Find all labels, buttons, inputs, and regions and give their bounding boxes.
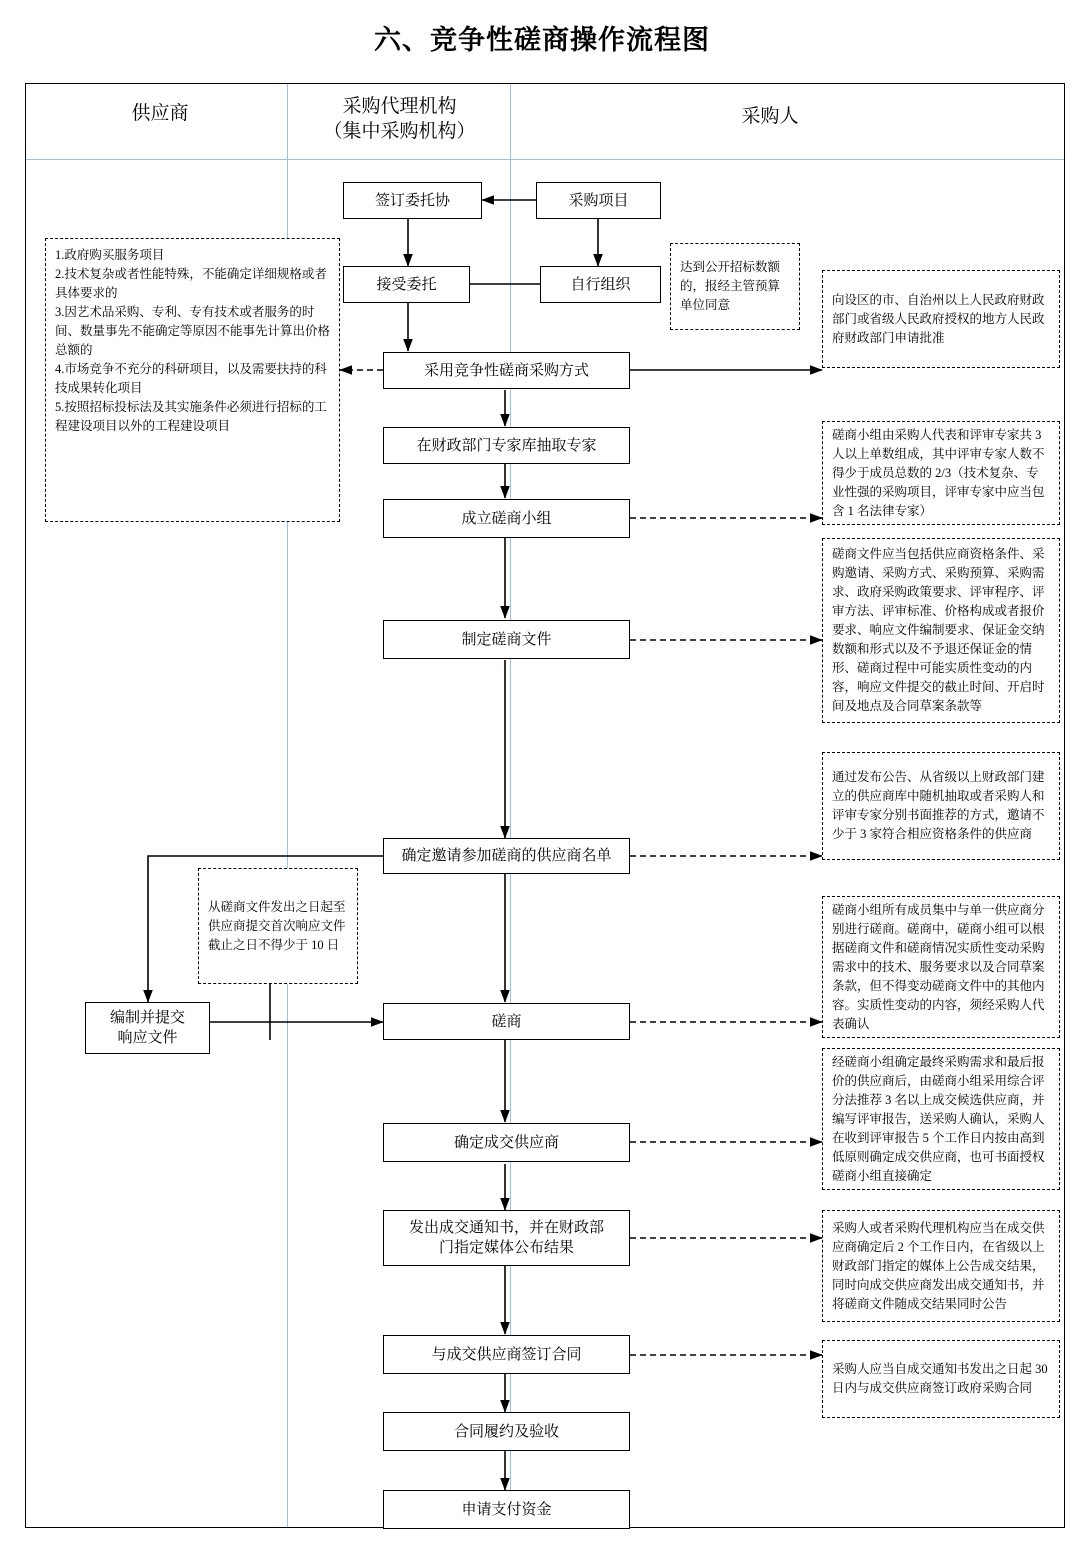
note-contract-rule: 采购人应当自成交通知书发出之日起 30 日内与成交供应商签订政府采购合同	[822, 1340, 1060, 1418]
note-scope-item-5: 5.按照招标投标法及其实施条件必须进行招标的工程建设项目以外的工程建设项目	[55, 400, 327, 433]
lane-header-divider	[26, 159, 1064, 160]
node-perform-accept[interactable]: 合同履约及验收	[383, 1412, 630, 1451]
note-invite-method: 通过发布公告、从省级以上财政部门建立的供应商库中随机抽取或者采购人和评审专家分别书面推荐的方式，邀请不少于 3 家符合相应资格条件的供应商	[822, 752, 1060, 860]
note-scope-item-2: 2.技术复杂或者性能特殊，不能确定详细规格或者具体要求的	[55, 267, 327, 300]
node-sign-contract[interactable]: 与成交供应商签订合同	[383, 1335, 630, 1374]
node-purchase-project[interactable]: 采购项目	[536, 182, 661, 219]
node-invite-list[interactable]: 确定邀请参加磋商的供应商名单	[383, 838, 630, 874]
lane-header-agency	[292, 94, 507, 144]
node-accept-entrust[interactable]: 接受委托	[343, 266, 470, 303]
node-adopt-mode[interactable]: 采用竞争性磋商采购方式	[383, 352, 630, 389]
lane-divider-agency-purchaser	[510, 84, 511, 1527]
node-form-group[interactable]: 成立磋商小组	[383, 499, 630, 538]
node-prepare-response-line2: 响应文件	[117, 1030, 178, 1046]
node-negotiate[interactable]: 磋商	[383, 1003, 630, 1040]
note-docs-content: 磋商文件应当包括供应商资格条件、采购邀请、采购方式、采购预算、采购需求、政府采购政策要求、评审程序、评审方法、评审标准、价格构成或者报价要求、响应文件编制要求、保证金交纳数额和形式以及不予退还保证金的情形、磋商过程中可能实质性变动的内容，响应文件提交的截止时间、开启时间及地点及合同草案条款等	[822, 538, 1060, 723]
node-issue-notice-line2: 门指定媒体公布结果	[438, 1240, 574, 1256]
node-self-organize[interactable]: 自行组织	[540, 266, 661, 303]
page-title: 六、竞争性磋商操作流程图	[374, 25, 710, 55]
note-publish-rule: 采购人或者采购代理机构应当在成交供应商确定后 2 个工作日内，在省级以上财政部门指定的媒体上公告成交结果，同时向成交供应商发出成交通知书，并将磋商文件随成交结果同时公告	[822, 1210, 1060, 1322]
note-open-bid-threshold: 达到公开招标数额的，报经主管预算单位同意	[670, 243, 800, 330]
node-apply-payment[interactable]: 申请支付资金	[383, 1490, 630, 1529]
note-ten-days: 从磋商文件发出之日起至供应商提交首次响应文件截止之日不得少于 10 日	[198, 868, 358, 984]
node-make-docs[interactable]: 制定磋商文件	[383, 620, 630, 659]
node-determine-winner[interactable]: 确定成交供应商	[383, 1123, 630, 1162]
note-negotiate-rule: 磋商小组所有成员集中与单一供应商分别进行磋商。磋商中，磋商小组可以根据磋商文件和磋商情况实质性变动采购需求中的技术、服务要求以及合同草案条款，但不得变动磋商文件中的其他内容。实质性变动的内容，须经采购人代表确认	[822, 896, 1060, 1038]
node-issue-notice[interactable]	[383, 1210, 630, 1266]
lane-header-supplier: 供应商	[131, 103, 189, 124]
note-winner-rule: 经磋商小组确定最终采购需求和最后报价的供应商后，由磋商小组采用综合评分法推荐 3 名以上成交候选供应商，并编写评审报告，送采购人确认，采购人在收到评审报告 5 个工作日内按由高到低原则确定成交供应商，也可书面授权磋商小组直接确定	[822, 1048, 1060, 1190]
lane-header-purchaser: 采购人	[741, 106, 799, 127]
note-group-composition: 磋商小组由采购人代表和评审专家共 3 人以上单数组成，其中评审专家人数不得少于成员总数的 2/3（技术复杂、专业性强的采购项目，评审专家中应当包含 1 名法律专家）	[822, 421, 1060, 525]
node-draw-experts[interactable]: 在财政部门专家库抽取专家	[383, 427, 630, 464]
note-apply-approval: 向设区的市、自治州以上人民政府财政部门或省级人民政府授权的地方人民政府财政部门申请批准	[822, 270, 1060, 368]
note-scope-item-1: 1.政府购买服务项目	[55, 248, 165, 262]
note-scope-item-4: 4.市场竞争不充分的科研项目，以及需要扶持的科技成果转化项目	[55, 362, 327, 395]
note-scope-of-application	[45, 238, 340, 522]
lane-header-agency-line1: 采购代理机构	[342, 96, 457, 117]
node-prepare-response-line1: 编制并提交	[109, 1010, 185, 1026]
node-sign-entrust[interactable]: 签订委托协	[343, 182, 482, 219]
lane-header-agency-line2: （集中采购机构）	[323, 121, 476, 142]
note-scope-item-3: 3.因艺术品采购、专利、专有技术或者服务的时间、数量事先不能确定等原因不能事先计算出价格总额的	[55, 305, 331, 357]
node-prepare-response[interactable]	[85, 1002, 210, 1054]
node-issue-notice-line1: 发出成交通知书，并在财政部	[408, 1220, 604, 1236]
